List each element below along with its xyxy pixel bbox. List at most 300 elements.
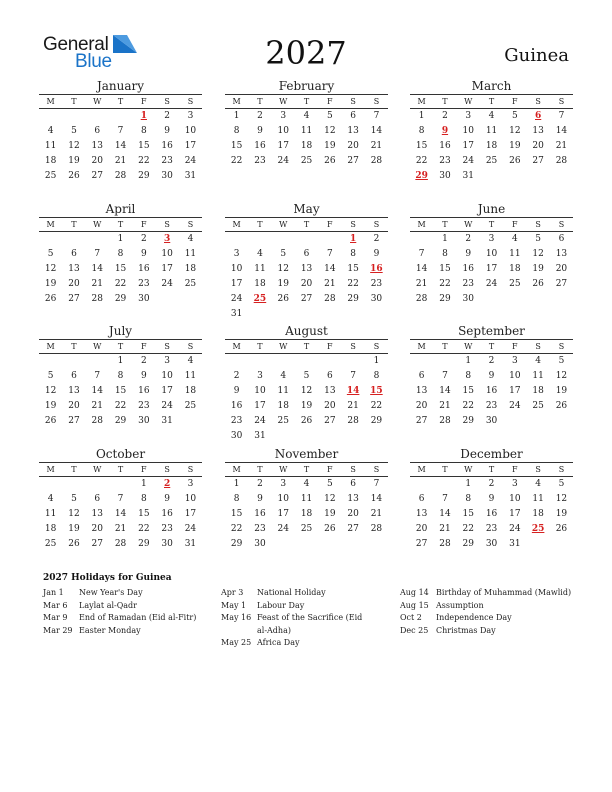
day-cell: 19 <box>68 524 80 534</box>
day-cell: 25 <box>532 401 544 411</box>
empty-day-cell <box>433 354 456 369</box>
day-cell: 28 <box>324 294 336 304</box>
day-cell: 6 <box>350 111 356 121</box>
day-cell: 11 <box>277 386 289 396</box>
day-cell: 14 <box>114 141 127 151</box>
weekday-header: S <box>550 462 573 477</box>
day-cell: 14 <box>370 494 383 504</box>
weekday-header: F <box>132 94 155 109</box>
day-cell: 28 <box>370 524 383 534</box>
day-cell: 26 <box>277 294 289 304</box>
weekday-header: M <box>225 339 248 354</box>
day-cell: 2 <box>233 371 240 381</box>
day-cell: 23 <box>485 401 498 411</box>
day-cell: 26 <box>324 524 336 534</box>
holiday-date: Dec 25 <box>400 625 429 635</box>
logo-text-blue: Blue <box>75 51 112 72</box>
holiday-date: Jan 1 <box>43 588 64 597</box>
holiday-name: Assumption <box>436 600 484 610</box>
day-cell: 25 <box>300 524 313 534</box>
day-cell: 19 <box>300 401 313 411</box>
empty-day-cell <box>109 477 132 492</box>
day-cell: 9 <box>373 249 380 259</box>
month-title: June <box>477 202 506 216</box>
holiday-date: Apr 3 <box>221 588 244 597</box>
day-cell: 23 <box>462 279 474 289</box>
weekday-header: T <box>62 94 85 109</box>
day-cell: 8 <box>465 371 472 381</box>
month-title: November <box>274 447 339 461</box>
day-cell: 19 <box>44 401 57 411</box>
day-cell: 11 <box>532 371 544 381</box>
day-cell: 7 <box>350 371 356 381</box>
weekday-header: M <box>410 339 433 354</box>
day-cell: 27 <box>68 294 80 304</box>
month-day-grid <box>39 217 202 307</box>
holiday-entry <box>400 612 572 625</box>
holiday-column <box>221 587 373 650</box>
empty-day-cell <box>410 477 433 492</box>
day-cell: 19 <box>68 156 80 166</box>
day-cell: 3 <box>257 371 263 381</box>
holiday-name: Feast of the Sacrifice (Eid al-Adha) <box>257 613 363 635</box>
day-cell: 11 <box>254 264 266 274</box>
empty-day-cell <box>318 354 341 369</box>
holiday-entry <box>221 587 373 600</box>
weekday-header: T <box>295 462 318 477</box>
day-cell: 5 <box>558 479 565 489</box>
day-cell: 27 <box>68 416 80 426</box>
day-cell: 3 <box>187 111 194 121</box>
day-cell: 15 <box>114 386 127 396</box>
day-cell: 10 <box>462 126 474 136</box>
weekday-header: M <box>39 94 62 109</box>
day-cell: 21 <box>347 401 359 411</box>
weekday-header: F <box>503 339 526 354</box>
month-day-grid <box>39 94 202 184</box>
holiday-day-cell: 25 <box>253 294 267 304</box>
day-cell: 1 <box>140 479 147 489</box>
day-cell: 17 <box>184 509 197 519</box>
holiday-entry <box>43 612 215 625</box>
month-day-grid <box>410 217 573 307</box>
day-cell: 5 <box>326 479 333 489</box>
weekday-header: W <box>457 217 480 232</box>
day-cell: 25 <box>300 156 313 166</box>
weekday-header: T <box>62 217 85 232</box>
holiday-day-cell: 1 <box>350 234 357 244</box>
empty-day-cell <box>341 354 364 369</box>
day-cell: 23 <box>439 156 451 166</box>
weekday-header: S <box>550 339 573 354</box>
weekday-header: F <box>503 462 526 477</box>
day-cell: 6 <box>350 479 356 489</box>
day-cell: 24 <box>277 524 289 534</box>
day-cell: 7 <box>94 249 101 259</box>
month-day-grid <box>225 339 388 444</box>
day-cell: 30 <box>161 539 173 549</box>
holiday-name: Easter Monday <box>79 625 141 635</box>
day-cell: 21 <box>555 141 568 151</box>
day-cell: 31 <box>161 416 173 426</box>
month-day-grid <box>39 339 202 429</box>
day-cell: 17 <box>509 386 521 396</box>
day-cell: 21 <box>114 524 127 534</box>
weekday-header: T <box>480 94 503 109</box>
day-cell: 20 <box>68 401 80 411</box>
day-cell: 6 <box>71 249 77 259</box>
holiday-day-cell: 6 <box>535 111 542 121</box>
day-cell: 8 <box>140 494 147 504</box>
weekday-header: W <box>457 94 480 109</box>
day-cell: 4 <box>47 494 54 504</box>
day-cell: 29 <box>138 539 150 549</box>
day-cell: 22 <box>347 279 359 289</box>
month-calendar <box>39 324 202 429</box>
empty-day-cell <box>39 109 62 124</box>
day-cell: 6 <box>303 249 310 259</box>
day-cell: 4 <box>47 126 54 136</box>
day-cell: 9 <box>233 386 240 396</box>
day-cell: 22 <box>230 524 243 534</box>
day-cell: 10 <box>184 126 197 136</box>
day-cell: 14 <box>439 386 451 396</box>
day-cell: 3 <box>187 479 194 489</box>
day-cell: 17 <box>230 279 243 289</box>
weekday-header: S <box>526 462 549 477</box>
weekday-header: M <box>225 217 248 232</box>
holiday-name: Labour Day <box>257 600 305 610</box>
weekday-header: S <box>341 462 364 477</box>
day-cell: 20 <box>415 524 428 534</box>
day-cell: 2 <box>488 479 495 489</box>
calendar-year: 2027 <box>265 34 347 72</box>
day-cell: 18 <box>485 141 498 151</box>
day-cell: 2 <box>442 111 448 121</box>
day-cell: 16 <box>230 401 243 411</box>
weekday-header: T <box>109 94 132 109</box>
day-cell: 18 <box>277 401 289 411</box>
holiday-entry <box>221 637 373 650</box>
day-cell: 1 <box>442 234 448 244</box>
day-cell: 12 <box>44 386 57 396</box>
day-cell: 7 <box>373 111 380 121</box>
day-cell: 31 <box>184 539 197 549</box>
day-cell: 14 <box>439 509 451 519</box>
day-cell: 28 <box>370 156 383 166</box>
weekday-header: F <box>318 217 341 232</box>
month-day-grid <box>225 217 388 322</box>
empty-day-cell <box>39 354 62 369</box>
day-cell: 7 <box>117 126 124 136</box>
day-cell: 5 <box>71 126 77 136</box>
day-cell: 17 <box>485 264 498 274</box>
day-cell: 28 <box>439 416 451 426</box>
day-cell: 24 <box>509 401 521 411</box>
empty-day-cell <box>272 354 295 369</box>
day-cell: 7 <box>117 494 124 504</box>
day-cell: 10 <box>230 264 243 274</box>
day-cell: 25 <box>44 171 57 181</box>
day-cell: 4 <box>280 371 287 381</box>
day-cell: 9 <box>257 494 263 504</box>
day-cell: 25 <box>184 401 197 411</box>
day-cell: 12 <box>324 126 336 136</box>
holiday-day-cell: 2 <box>164 479 171 489</box>
day-cell: 28 <box>415 294 428 304</box>
day-cell: 25 <box>184 279 197 289</box>
day-cell: 10 <box>277 126 289 136</box>
weekday-header: M <box>39 339 62 354</box>
day-cell: 7 <box>326 249 333 259</box>
weekday-header: M <box>39 462 62 477</box>
day-cell: 14 <box>324 264 336 274</box>
month-calendar <box>225 202 388 322</box>
day-cell: 29 <box>439 294 451 304</box>
day-cell: 15 <box>462 509 474 519</box>
weekday-header: T <box>109 339 132 354</box>
day-cell: 27 <box>347 156 359 166</box>
day-cell: 25 <box>277 416 289 426</box>
day-cell: 5 <box>535 234 541 244</box>
day-cell: 23 <box>254 524 266 534</box>
holiday-name: Christmas Day <box>436 625 496 635</box>
month-day-grid <box>410 339 573 429</box>
weekday-header: T <box>248 217 271 232</box>
day-cell: 30 <box>439 171 451 181</box>
day-cell: 1 <box>465 479 472 489</box>
day-cell: 21 <box>114 156 127 166</box>
day-cell: 13 <box>555 249 568 259</box>
day-cell: 2 <box>140 234 147 244</box>
day-cell: 18 <box>44 524 57 534</box>
day-cell: 21 <box>415 279 428 289</box>
day-cell: 12 <box>532 249 544 259</box>
day-cell: 28 <box>91 416 103 426</box>
month-calendar <box>410 202 573 307</box>
day-cell: 21 <box>439 524 451 534</box>
day-cell: 20 <box>300 279 313 289</box>
day-cell: 15 <box>138 509 150 519</box>
day-cell: 29 <box>230 539 243 549</box>
day-cell: 21 <box>324 279 336 289</box>
day-cell: 6 <box>326 371 333 381</box>
weekday-header: T <box>433 217 456 232</box>
month-title: January <box>96 79 145 93</box>
day-cell: 12 <box>44 264 57 274</box>
empty-day-cell <box>410 232 433 247</box>
day-cell: 30 <box>230 431 243 441</box>
day-cell: 26 <box>44 294 57 304</box>
day-cell: 28 <box>91 294 103 304</box>
day-cell: 17 <box>277 509 289 519</box>
weekday-header: S <box>526 217 549 232</box>
month-calendar <box>410 447 573 552</box>
empty-day-cell <box>225 232 248 247</box>
day-cell: 5 <box>558 356 565 366</box>
day-cell: 1 <box>233 479 240 489</box>
weekday-header: S <box>550 217 573 232</box>
day-cell: 5 <box>303 371 310 381</box>
weekday-header: S <box>550 94 573 109</box>
day-cell: 2 <box>257 479 263 489</box>
day-cell: 27 <box>532 156 544 166</box>
day-cell: 26 <box>68 171 80 181</box>
weekday-header: S <box>155 94 178 109</box>
empty-day-cell <box>248 232 271 247</box>
day-cell: 24 <box>184 524 197 534</box>
day-cell: 11 <box>532 494 544 504</box>
day-cell: 6 <box>418 494 425 504</box>
day-cell: 29 <box>138 171 150 181</box>
weekday-header: S <box>179 339 202 354</box>
month-calendar <box>39 447 202 552</box>
weekday-header: W <box>86 339 109 354</box>
day-cell: 22 <box>138 524 150 534</box>
day-cell: 23 <box>161 156 173 166</box>
day-cell: 15 <box>347 264 359 274</box>
weekday-header: M <box>225 462 248 477</box>
day-cell: 18 <box>300 141 313 151</box>
day-cell: 10 <box>184 494 197 504</box>
day-cell: 13 <box>415 509 428 519</box>
day-cell: 15 <box>462 386 474 396</box>
day-cell: 22 <box>462 401 474 411</box>
empty-day-cell <box>295 232 318 247</box>
day-cell: 24 <box>462 156 474 166</box>
day-cell: 27 <box>415 539 428 549</box>
day-cell: 11 <box>300 126 313 136</box>
holiday-day-cell: 25 <box>531 524 545 534</box>
weekday-header: F <box>132 339 155 354</box>
day-cell: 7 <box>94 371 101 381</box>
holiday-day-cell: 3 <box>164 234 171 244</box>
holiday-day-cell: 29 <box>415 171 428 181</box>
month-day-grid <box>225 94 388 169</box>
day-cell: 20 <box>324 401 336 411</box>
day-cell: 3 <box>511 356 518 366</box>
day-cell: 1 <box>465 356 472 366</box>
month-title: August <box>285 324 328 338</box>
day-cell: 8 <box>373 371 380 381</box>
day-cell: 6 <box>418 371 425 381</box>
holiday-entry <box>400 625 572 638</box>
day-cell: 3 <box>233 249 240 259</box>
month-day-grid <box>410 94 573 184</box>
day-cell: 24 <box>277 156 289 166</box>
day-cell: 25 <box>44 539 57 549</box>
day-cell: 30 <box>485 539 498 549</box>
holiday-day-cell: 1 <box>140 111 147 121</box>
day-cell: 13 <box>68 264 80 274</box>
weekday-header: W <box>86 217 109 232</box>
day-cell: 26 <box>68 539 80 549</box>
holiday-day-cell: 15 <box>370 386 383 396</box>
holiday-name: National Holiday <box>257 588 326 597</box>
day-cell: 10 <box>509 371 521 381</box>
month-title: March <box>471 79 512 93</box>
weekday-header: T <box>480 462 503 477</box>
day-cell: 23 <box>161 524 173 534</box>
day-cell: 24 <box>161 401 173 411</box>
weekday-header: T <box>248 339 271 354</box>
day-cell: 20 <box>91 524 103 534</box>
day-cell: 9 <box>257 126 263 136</box>
empty-day-cell <box>62 232 85 247</box>
empty-day-cell <box>318 232 341 247</box>
day-cell: 9 <box>140 249 147 259</box>
day-cell: 13 <box>347 494 359 504</box>
empty-day-cell <box>62 109 85 124</box>
day-cell: 1 <box>418 111 425 121</box>
day-cell: 30 <box>485 416 498 426</box>
weekday-header: T <box>248 94 271 109</box>
weekday-header: T <box>62 339 85 354</box>
day-cell: 9 <box>140 371 147 381</box>
day-cell: 26 <box>300 416 313 426</box>
day-cell: 13 <box>68 386 80 396</box>
country-name: Guinea <box>504 45 569 66</box>
day-cell: 22 <box>138 156 150 166</box>
holiday-list-title: 2027 Holidays for Guinea <box>43 573 172 583</box>
day-cell: 4 <box>303 479 310 489</box>
day-cell: 16 <box>485 509 498 519</box>
day-cell: 22 <box>462 524 474 534</box>
day-cell: 19 <box>324 141 336 151</box>
day-cell: 21 <box>370 141 383 151</box>
day-cell: 20 <box>347 141 359 151</box>
day-cell: 10 <box>485 249 498 259</box>
holiday-date: Mar 6 <box>43 600 68 610</box>
day-cell: 18 <box>254 279 266 289</box>
day-cell: 18 <box>44 156 57 166</box>
holiday-day-cell: 9 <box>441 126 449 136</box>
weekday-header: M <box>410 217 433 232</box>
weekday-header: F <box>503 217 526 232</box>
day-cell: 11 <box>184 371 197 381</box>
holiday-date: May 25 <box>221 638 252 647</box>
day-cell: 13 <box>532 126 544 136</box>
day-cell: 17 <box>462 141 474 151</box>
holiday-entry <box>43 625 215 638</box>
weekday-header: M <box>410 462 433 477</box>
day-cell: 5 <box>511 111 518 121</box>
logo-text-general: General <box>43 34 109 55</box>
holiday-name: Laylat al-Qadr <box>79 600 137 610</box>
day-cell: 12 <box>509 126 521 136</box>
day-cell: 18 <box>184 264 197 274</box>
day-cell: 23 <box>138 401 150 411</box>
weekday-header: W <box>86 94 109 109</box>
day-cell: 13 <box>415 386 428 396</box>
empty-day-cell <box>62 477 85 492</box>
weekday-header: S <box>365 339 388 354</box>
weekday-header: M <box>225 94 248 109</box>
day-cell: 27 <box>91 171 103 181</box>
month-day-grid <box>39 462 202 552</box>
weekday-header: S <box>179 94 202 109</box>
day-cell: 22 <box>114 401 127 411</box>
day-cell: 24 <box>254 416 266 426</box>
holiday-name: Independence Day <box>436 613 512 622</box>
weekday-header: T <box>433 94 456 109</box>
weekday-header: T <box>109 462 132 477</box>
month-title: October <box>95 447 146 461</box>
day-cell: 20 <box>347 509 359 519</box>
day-cell: 17 <box>184 141 197 151</box>
day-cell: 18 <box>184 386 197 396</box>
day-cell: 6 <box>558 234 565 244</box>
